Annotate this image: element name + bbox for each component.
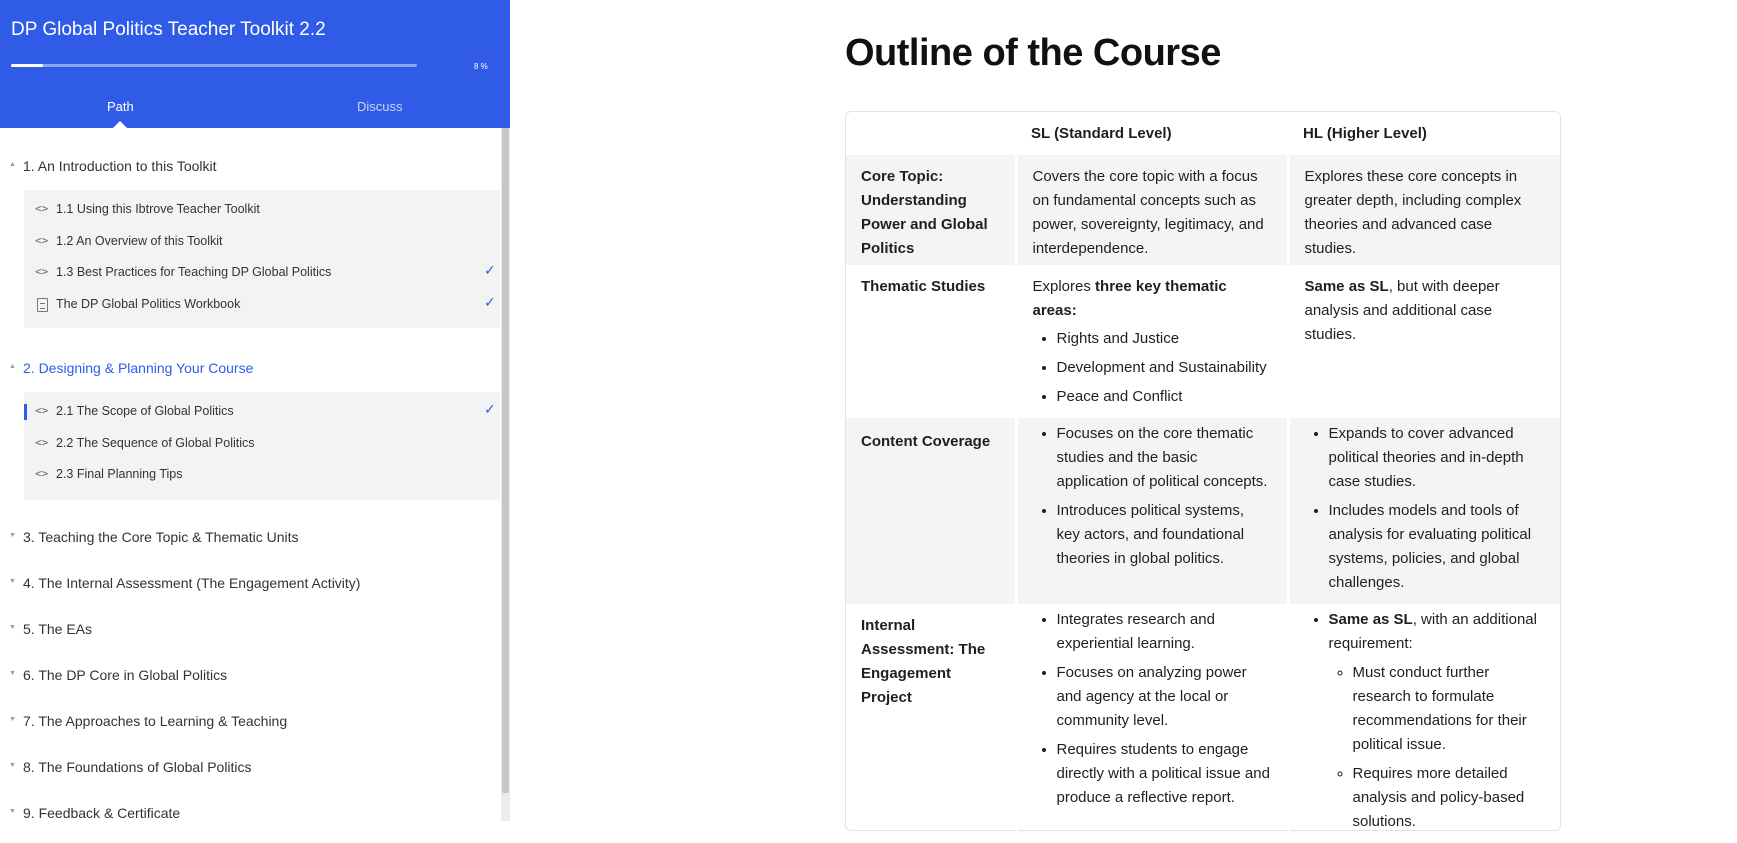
section-1-lessons [24, 190, 500, 328]
course-outline-table [845, 111, 1561, 831]
lesson-label: 2.3 Final Planning Tips [56, 467, 183, 481]
active-tab-indicator [113, 121, 127, 128]
lesson-label: 2.1 The Scope of Global Politics [56, 404, 234, 418]
lesson-1-1[interactable] [24, 195, 500, 225]
lesson-label: 1.1 Using this Ibtrove Teacher Toolkit [56, 202, 260, 216]
sidebar-scroll-thumb[interactable] [502, 128, 509, 793]
table-cell [1288, 418, 1560, 604]
lesson-1-2[interactable] [24, 227, 500, 257]
list-item: • Focuses on the core thematic studies and the basic application of political concepts. [1057, 422, 1272, 494]
row-header: Content Coverage [846, 418, 1016, 604]
course-outline [0, 128, 510, 821]
section-7[interactable] [0, 710, 500, 734]
cell-text: Explores [1032, 278, 1096, 295]
section-label: 4. The Internal Assessment (The Engagement Activity) [23, 575, 361, 591]
course-progress-fill [11, 64, 43, 67]
pdf-icon [37, 298, 48, 312]
bullet-list [1033, 327, 1272, 409]
lesson-label: 2.2 The Sequence of Global Politics [56, 436, 255, 450]
code-icon: <> [35, 404, 49, 417]
section-label: 1. An Introduction to this Toolkit [23, 158, 217, 174]
chevron-down-icon: ▼ [9, 532, 16, 539]
section-9[interactable] [0, 802, 500, 826]
row-header: Internal Assessment: The Engagement Project [846, 604, 1016, 843]
table-row [846, 265, 1560, 418]
lesson-2-1[interactable] [24, 397, 500, 427]
section-1[interactable] [0, 155, 500, 179]
bullet-list [1305, 608, 1546, 834]
lesson-label: The DP Global Politics Workbook [56, 297, 241, 311]
bullet-list [1033, 422, 1272, 571]
list-item: ◦ Must conduct further research to formulate recommendations for their political issue. [1353, 661, 1546, 757]
sidebar-scrollbar[interactable] [501, 128, 510, 821]
table-row [846, 604, 1560, 843]
table-row [846, 418, 1560, 604]
section-label: 9. Feedback & Certificate [23, 805, 181, 821]
checkmark-icon: ✓ [484, 401, 496, 417]
course-sidebar [0, 0, 510, 821]
table-header [846, 112, 1016, 155]
cell-bold-text: Same as SL [1328, 611, 1413, 628]
tab-path[interactable]: Path [107, 99, 134, 114]
chevron-down-icon: ▼ [9, 670, 16, 677]
code-icon: <> [35, 467, 49, 480]
cell-text: , but with deeper analysis and additional case studies. [1304, 278, 1500, 343]
section-3[interactable] [0, 526, 500, 550]
table-header: HL (Higher Level) [1303, 125, 1427, 142]
cell-intro [1033, 275, 1272, 323]
bullet-list [1033, 608, 1272, 810]
lesson-2-2[interactable] [24, 429, 500, 459]
course-title: DP Global Politics Teacher Toolkit 2.2 [11, 19, 326, 40]
lesson-1-3[interactable] [24, 258, 500, 288]
table-cell: Covers the core topic with a focus on fundamental concepts such as power, sovereignty, legitimacy, and interdependence. [1016, 155, 1288, 265]
checkmark-icon: ✓ [484, 262, 496, 278]
lesson-2-3[interactable] [24, 460, 500, 490]
section-label: 2. Designing & Planning Your Course [23, 360, 254, 376]
chevron-down-icon: ▼ [9, 716, 16, 723]
section-label: 3. Teaching the Core Topic & Thematic Units [23, 529, 299, 545]
lesson-workbook[interactable] [24, 290, 500, 320]
table-cell [1288, 265, 1560, 418]
list-item [1329, 608, 1546, 834]
table-cell [1016, 265, 1288, 418]
list-item: • Introduces political systems, key actors, and foundational theories in global politics. [1057, 499, 1272, 571]
list-item: • Rights and Justice [1057, 327, 1272, 351]
current-lesson-marker [24, 404, 27, 420]
list-item: • Development and Sustainability [1057, 356, 1272, 380]
table-cell [1288, 604, 1560, 843]
list-item: • Expands to cover advanced political theories and in-depth case studies. [1329, 422, 1546, 494]
sidebar-header [0, 0, 510, 128]
row-header: Thematic Studies [846, 265, 1016, 418]
chevron-down-icon: ▼ [9, 578, 16, 585]
lesson-label: 1.3 Best Practices for Teaching DP Global Politics [56, 265, 332, 279]
bullet-list [1305, 422, 1546, 595]
section-6[interactable] [0, 664, 500, 688]
course-progress-text: 8 % [474, 62, 488, 71]
lesson-label: 1.2 An Overview of this Toolkit [56, 234, 223, 248]
code-icon: <> [35, 436, 49, 449]
section-4[interactable] [0, 572, 500, 596]
cell-bold-text: three key thematic areas: [1032, 278, 1227, 319]
list-item: • Requires students to engage directly with a political issue and produce a reflective report. [1057, 738, 1272, 810]
section-label: 8. The Foundations of Global Politics [23, 759, 252, 775]
table-row [846, 155, 1560, 265]
chevron-down-icon: ▼ [9, 762, 16, 769]
list-item: • Focuses on analyzing power and agency at the local or community level. [1057, 661, 1272, 733]
list-item: • Integrates research and experiential learning. [1057, 608, 1272, 656]
table-header: SL (Standard Level) [1031, 125, 1172, 142]
table-cell: Explores these core concepts in greater depth, including complex theories and advanced case studies. [1288, 155, 1560, 265]
section-2-lessons [24, 392, 500, 500]
cell-text: , with an additional requirement: [1328, 611, 1537, 652]
code-icon: <> [35, 265, 49, 278]
table-header-row [846, 112, 1560, 155]
section-5[interactable] [0, 618, 500, 642]
section-2[interactable] [0, 357, 500, 381]
code-icon: <> [35, 234, 49, 247]
list-item: • Includes models and tools of analysis for evaluating political systems, policies, and global challenges. [1329, 499, 1546, 595]
section-label: 7. The Approaches to Learning & Teaching [23, 713, 288, 729]
row-header: Core Topic: Understanding Power and Global Politics [846, 155, 1016, 265]
cell-bold-text: Same as SL [1304, 278, 1389, 295]
section-8[interactable] [0, 756, 500, 780]
table-cell [1016, 604, 1288, 843]
section-label: 5. The EAs [23, 621, 93, 637]
checkmark-icon: ✓ [484, 294, 496, 310]
chevron-up-icon: ▲ [9, 363, 16, 370]
chevron-down-icon: ▼ [9, 624, 16, 631]
list-item: • Peace and Conflict [1057, 385, 1272, 409]
section-label: 6. The DP Core in Global Politics [23, 667, 228, 683]
code-icon: <> [35, 202, 49, 215]
page-title: Outline of the Course [845, 32, 1221, 74]
course-progress-bar [11, 64, 417, 67]
tab-discuss[interactable]: Discuss [357, 99, 403, 114]
table-cell [1016, 418, 1288, 604]
chevron-down-icon: ▼ [9, 808, 16, 815]
chevron-up-icon: ▲ [9, 161, 16, 168]
sub-bullet-list [1329, 661, 1546, 834]
list-item: ◦ Requires more detailed analysis and policy-based solutions. [1353, 762, 1546, 834]
